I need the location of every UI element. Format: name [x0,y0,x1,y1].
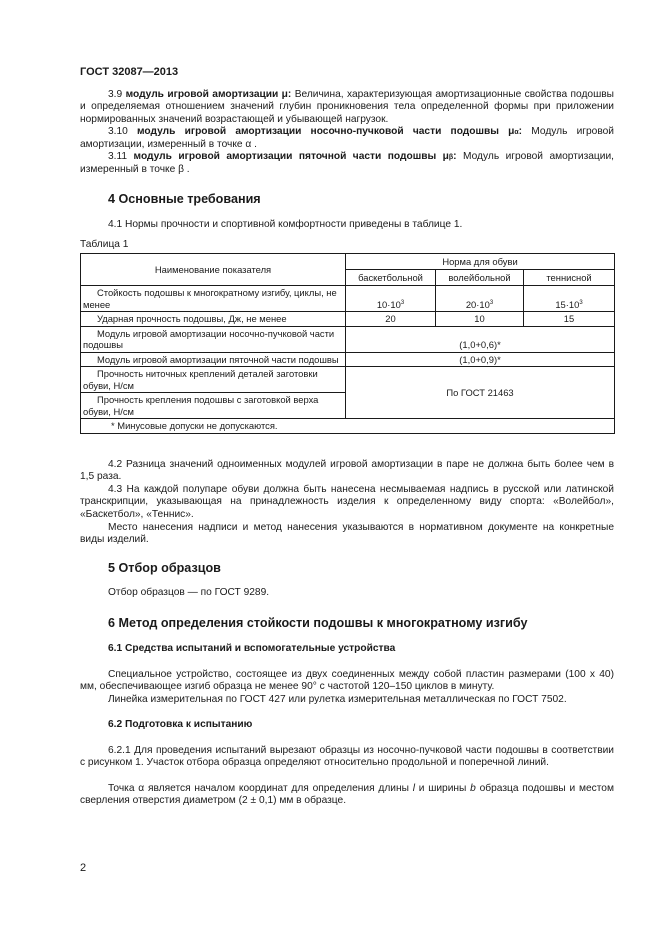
col-header-norm: Норма для обуви [346,254,615,270]
definition-term: модуль игровой амортизации μ: [125,89,292,100]
definition-text: Модуль игровой амортизации, измеренный в точке β . [80,151,614,176]
table-row [81,326,615,352]
cell-value: (1,0+0,6)* [346,326,615,352]
paragraph-4-2: 4.2 Разница значений одноименных модулей игровой амортизации в паре не должна быть более чем в 1,5 раза. [80,459,614,483]
table-row [81,286,615,312]
paragraph-6-2-1-point: Точка α является началом координат для определения длины l и ширины b образца подошвы и местом сверления отверстия диаметром (2 ± 0,1) мм в образце. [80,783,614,807]
definition-number: 3.11 [108,151,128,162]
definition-number: 3.10 [108,126,128,137]
table-note-row [81,419,615,434]
row-name: Стойкость подошвы к многократному изгибу, циклы, не менее [81,286,346,312]
definition-3-9 [80,89,614,126]
definition-number: 3.9 [108,89,123,100]
cell-value: 15 [524,312,615,327]
definition-subscript: β [448,154,454,161]
definition-3-11: 3.11 модуль игровой амортизации пяточной части подошвы μβ: Модуль игровой амортизации, измеренный в точке β . [80,151,614,176]
col-header-volleyball: волейбольной [436,270,524,286]
table-note: * Минусовые допуски не допускаются. [81,419,615,434]
row-name: Модуль игровой амортизации пяточной части подошвы [81,352,346,367]
table-caption: Таблица 1 [80,239,129,250]
paragraph-6-2-1: 6.2.1 Для проведения испытаний вырезают образцы из носочно-пучковой части подошвы в соответствии с рисунком 1. Участок отбора образца определяют относительно продольной и поперечной линий. [80,745,614,769]
cell-value: $20\cdot 10^3$ [436,286,524,312]
paragraph-4-1: 4.1 Нормы прочности и спортивной комфортности приведены в таблице 1. [108,219,463,230]
section-6-title: 6 Метод определения стойкости подошвы к многократному изгибу [108,616,528,630]
cell-value: По ГОСТ 21463 [346,367,615,419]
paragraph-6-1-device: Специальное устройство, состоящее из двух соединенных между собой пластин размерами (100 х 40) мм, обеспечивающее изгиб образца не менее 90° с частотой 120–150 циклов в минуту. [80,669,614,693]
col-header-basketball: баскетбольной [346,270,436,286]
definition-text: Модуль игровой амортизации, измеренный в точке α . [80,126,614,151]
definition-term: модуль игровой амортизации пяточной части подошвы μ [133,151,449,162]
col-header-name: Наименование показателя [81,254,346,286]
cell-value: $10\cdot 10^3$ [346,286,436,312]
definition-subscript: α [514,129,519,136]
row-name: Модуль игровой амортизации носочно-пучковой части подошвы [81,326,346,352]
cell-value: (1,0+0,9)* [346,352,615,367]
cell-value: 10 [436,312,524,327]
table-row [81,352,615,367]
row-name: Прочность крепления подошвы с заготовкой верха обуви, Н/см [81,393,346,419]
paragraph-4-3-placement: Место нанесения надписи и метод нанесения указываются в нормативном документе на конкретные виды изделий. [80,522,614,546]
section-5-title: 5 Отбор образцов [108,561,221,575]
subsection-6-2-title: 6.2 Подготовка к испытанию [108,719,253,730]
section-4-title: 4 Основные требования [108,192,261,206]
definition-3-10: 3.10 модуль игровой амортизации носочно-пучковой части подошвы μα: Модуль игровой амортизации, измеренный в точке α . [80,126,614,151]
paragraph-6-1-ruler: Линейка измерительная по ГОСТ 427 или рулетка измерительная металлическая по ГОСТ 7502. [108,694,567,705]
definition-text: Величина, характеризующая амортизационные свойства подошвы и определяемая отношением значений глубин проникновения тела определенной формы при приложении нормированных значений возрастающей и убывающей нагрузок. [80,89,614,125]
definition-term: модуль игровой амортизации носочно-пучковой части подошвы μ [137,126,515,137]
table-row [81,367,615,393]
subsection-6-1-title: 6.1 Средства испытаний и вспомогательные устройства [108,643,396,654]
requirements-table [80,253,615,434]
paragraph-4-3: 4.3 На каждой полупаре обуви должна быть нанесена несмываемая надпись в русской или латинской транскрипции, указывающая на принадлежность изделия к определенному виду спорта: «Волейбол», «Баскетбол», «Теннис». [80,484,614,520]
col-header-tennis: теннисной [524,270,615,286]
cell-value: $15\cdot 10^3$ [524,286,615,312]
table-row [81,312,615,327]
paragraph-5: Отбор образцов — по ГОСТ 9289. [108,587,270,598]
cell-value: 20 [346,312,436,327]
row-name: Прочность ниточных креплений деталей заготовки обуви, Н/см [81,367,346,393]
standard-header: ГОСТ 32087—2013 [80,66,179,78]
row-name: Ударная прочность подошвы, Дж, не менее [81,312,346,327]
page-number: 2 [80,862,87,874]
